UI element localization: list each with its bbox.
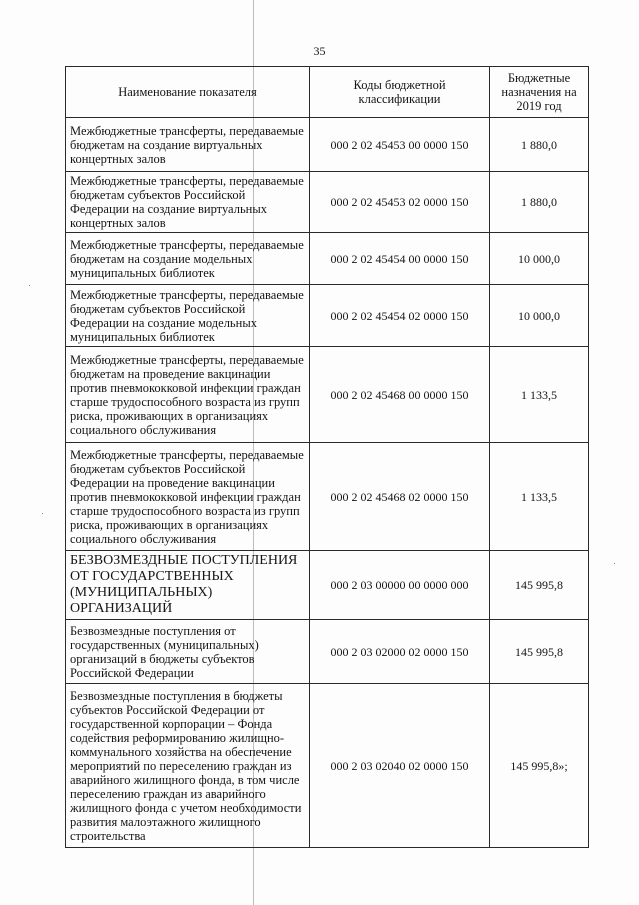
row-amount: 1 133,5	[490, 347, 589, 443]
scan-speck	[42, 513, 43, 514]
row-code: 000 2 03 02040 02 0000 150	[310, 684, 490, 848]
scan-speck	[29, 285, 30, 286]
row-name: Межбюджетные трансферты, передаваемые бюджетам субъектов Российской Федерации на создание модельных муниципальных библиотек	[66, 285, 310, 347]
header-code: Коды бюджетной классификации	[310, 67, 490, 118]
row-name: Безвозмездные поступления от государственных (муниципальных) организаций в бюджеты субъектов Российской Федерации	[66, 620, 310, 684]
row-code: 000 2 02 45468 02 0000 150	[310, 443, 490, 551]
table-row	[66, 118, 589, 172]
row-code: 000 2 02 45454 02 0000 150	[310, 285, 490, 347]
page-number: 35	[313, 44, 326, 58]
row-code: 000 2 02 45453 02 0000 150	[310, 172, 490, 233]
table-row	[66, 285, 589, 347]
row-code: 000 2 02 45454 00 0000 150	[310, 233, 490, 285]
row-amount: 145 995,8»;	[490, 684, 589, 848]
table-row	[66, 347, 589, 443]
row-amount: 10 000,0	[490, 285, 589, 347]
row-amount: 10 000,0	[490, 233, 589, 285]
budget-table	[65, 66, 589, 848]
table-row	[66, 551, 589, 620]
row-name: Межбюджетные трансферты, передаваемые бюджетам субъектов Российской Федерации на создание виртуальных концертных залов	[66, 172, 310, 233]
row-name: Безвозмездные поступления в бюджеты субъектов Российской Федерации от государственной корпорации – Фонда содействия реформированию жилищно-коммунального хозяйства на обеспечение мероприятий по переселению граждан из аварийного жилищного фонда, в том числе переселению граждан из аварийного жилищного фонда с учетом необходимости развития малоэтажного жилищного строительства	[66, 684, 310, 848]
row-amount: 145 995,8	[490, 551, 589, 620]
table-header-row	[66, 67, 589, 118]
row-code: 000 2 02 45468 00 0000 150	[310, 347, 490, 443]
row-amount: 145 995,8	[490, 620, 589, 684]
table-row	[66, 233, 589, 285]
scan-speck	[614, 563, 615, 564]
table-row	[66, 620, 589, 684]
row-name: Межбюджетные трансферты, передаваемые бюджетам на проведение вакцинации против пневмококковой инфекции граждан старше трудоспособного возраста из групп риска, проживающих в организациях социального обслуживания	[66, 347, 310, 443]
row-code: 000 2 03 02000 02 0000 150	[310, 620, 490, 684]
table-row	[66, 443, 589, 551]
header-amount: Бюджетные назначения на 2019 год	[490, 67, 589, 118]
row-amount: 1 880,0	[490, 172, 589, 233]
row-name: Межбюджетные трансферты, передаваемые бюджетам субъектов Российской Федерации на проведение вакцинации против пневмококковой инфекции граждан старше трудоспособного возраста из групп риска, проживающих в организациях социального обслуживания	[66, 443, 310, 551]
row-name: Межбюджетные трансферты, передаваемые бюджетам на создание модельных муниципальных библиотек	[66, 233, 310, 285]
row-code: 000 2 02 45453 00 0000 150	[310, 118, 490, 172]
row-name: Межбюджетные трансферты, передаваемые бюджетам на создание виртуальных концертных залов	[66, 118, 310, 172]
header-name: Наименование показателя	[66, 67, 310, 118]
row-name: БЕЗВОЗМЕЗДНЫЕ ПОСТУПЛЕНИЯ ОТ ГОСУДАРСТВЕННЫХ (МУНИЦИПАЛЬНЫХ) ОРГАНИЗАЦИЙ	[66, 551, 310, 620]
table-row	[66, 172, 589, 233]
table-row	[66, 684, 589, 848]
row-code: 000 2 03 00000 00 0000 000	[310, 551, 490, 620]
row-amount: 1 133,5	[490, 443, 589, 551]
row-amount: 1 880,0	[490, 118, 589, 172]
